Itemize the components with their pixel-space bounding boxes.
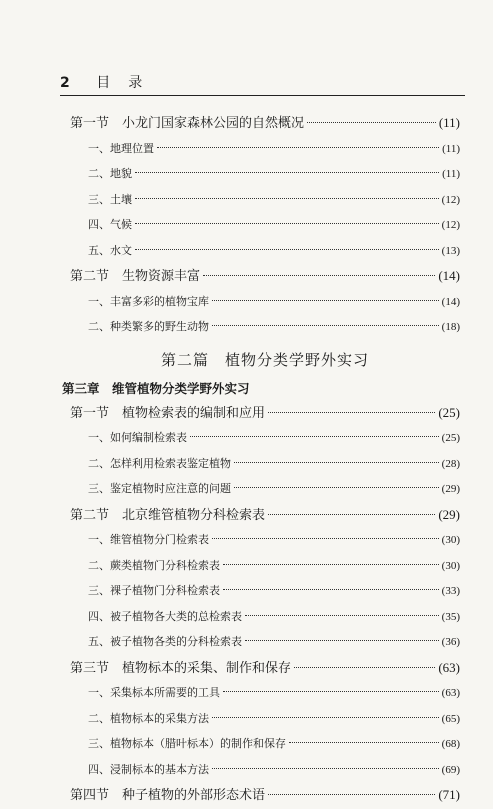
toc-item-entry <box>70 604 460 630</box>
toc-entry-title: 四、被子植物各大类的总检索表 <box>88 609 242 623</box>
dot-leader <box>289 742 439 743</box>
toc-entry-page: (65) <box>441 712 460 725</box>
toc-entry-page: (25) <box>438 404 460 420</box>
toc-item-entry <box>70 314 460 340</box>
toc-block-1 <box>70 110 460 340</box>
toc-entry-page: (13) <box>441 244 460 257</box>
toc-section-entry <box>70 400 460 426</box>
toc-entry-page: (18) <box>441 321 460 333</box>
toc-entry-page: (25) <box>441 432 460 444</box>
toc-entry-title: 第一节 植物检索表的编制和应用 <box>70 405 266 421</box>
toc-item-entry <box>70 476 460 502</box>
toc-entry-title: 三、土壤 <box>88 192 132 206</box>
toc-item-entry <box>70 553 460 579</box>
toc-item-entry <box>70 578 460 604</box>
dot-leader <box>212 768 439 769</box>
toc-entry-page: (29) <box>438 506 460 522</box>
part-title: 第二篇 植物分类学野外实习 <box>160 350 369 369</box>
header-rule <box>60 95 465 96</box>
toc-entry-page: (11) <box>442 168 460 180</box>
dot-leader <box>135 172 439 173</box>
toc-entry-title: 二、种类繁多的野生动物 <box>88 320 209 333</box>
toc-item-entry <box>70 289 460 315</box>
toc-entry-title: 第三节 植物标本的采集、制作和保存 <box>70 660 292 676</box>
toc-entry-title: 一、如何编制检索表 <box>88 431 187 444</box>
toc-entry-title: 第一节 小龙门国家森林公园的自然概况 <box>70 116 305 131</box>
toc-entry-title: 二、地貌 <box>88 167 132 180</box>
toc-item-entry <box>70 629 460 655</box>
toc-entry-page: (33) <box>441 585 460 597</box>
dot-leader <box>268 794 435 795</box>
toc-entry-page: (36) <box>441 636 460 648</box>
toc-entry-title: 三、裸子植物门分科检索表 <box>88 584 220 597</box>
toc-block-2 <box>70 400 460 808</box>
toc-entry-title: 二、怎样利用检索表鉴定植物 <box>88 456 231 470</box>
toc-entry-title: 第四节 种子植物的外部形态术语 <box>70 788 266 803</box>
dot-leader <box>294 667 435 668</box>
toc-item-entry <box>70 451 460 477</box>
toc-entry-title: 三、植物标本（腊叶标本）的制作和保存 <box>88 737 286 750</box>
toc-entry-title: 二、蕨类植物门分科检索表 <box>88 558 220 572</box>
toc-entry-title: 第二节 生物资源丰富 <box>70 269 201 284</box>
chapter-title: 第三章 维管植物分类学野外实习 <box>62 380 250 396</box>
toc-entry-page: (63) <box>441 687 460 699</box>
dot-leader <box>135 249 439 250</box>
table-of-contents <box>62 110 460 808</box>
toc-entry-title: 三、鉴定植物时应注意的问题 <box>88 482 231 495</box>
page-number: 2 <box>60 75 72 91</box>
toc-section-entry <box>70 263 460 289</box>
running-header <box>60 72 450 92</box>
toc-item-entry <box>70 706 460 732</box>
toc-entry-title: 四、气候 <box>88 218 132 231</box>
dot-leader <box>223 589 439 590</box>
dot-leader <box>212 325 439 326</box>
toc-section-entry <box>70 502 460 528</box>
toc-entry-page: (11) <box>442 142 460 155</box>
dot-leader <box>135 223 439 224</box>
toc-section-entry <box>70 110 460 136</box>
toc-item-entry <box>70 212 460 238</box>
dot-leader <box>212 300 439 301</box>
dot-leader <box>135 198 439 199</box>
dot-leader <box>268 514 435 515</box>
toc-item-entry <box>70 238 460 264</box>
toc-entry-page: (11) <box>438 115 460 130</box>
toc-entry-page: (28) <box>441 457 460 470</box>
toc-entry-title: 五、水文 <box>88 243 132 257</box>
toc-entry-page: (30) <box>441 534 460 546</box>
toc-entry-title: 一、地理位置 <box>88 141 154 155</box>
toc-item-entry <box>70 680 460 706</box>
toc-section-entry <box>70 782 460 808</box>
toc-section-entry <box>70 655 460 681</box>
toc-item-entry <box>70 136 460 162</box>
toc-entry-page: (14) <box>438 268 460 283</box>
toc-entry-page: (12) <box>441 219 460 231</box>
toc-entry-page: (12) <box>441 193 460 206</box>
toc-item-entry <box>70 161 460 187</box>
toc-entry-page: (35) <box>441 610 460 623</box>
toc-entry-page: (69) <box>441 763 460 776</box>
dot-leader <box>203 275 435 276</box>
dot-leader <box>223 691 439 692</box>
toc-entry-page: (68) <box>441 738 460 750</box>
toc-entry-title: 第二节 北京维管植物分科检索表 <box>70 507 266 523</box>
toc-item-entry <box>70 731 460 757</box>
dot-leader <box>212 538 439 539</box>
toc-entry-page: (30) <box>441 559 460 572</box>
dot-leader <box>157 147 439 148</box>
dot-leader <box>223 564 439 565</box>
toc-entry-page: (29) <box>441 483 460 495</box>
toc-entry-title: 五、被子植物各类的分科检索表 <box>88 635 242 648</box>
toc-entry-page: (63) <box>438 659 460 675</box>
dot-leader <box>190 436 439 437</box>
dot-leader <box>307 122 436 123</box>
toc-entry-title: 一、维管植物分门检索表 <box>88 533 209 546</box>
dot-leader <box>234 462 439 463</box>
toc-item-entry <box>70 425 460 451</box>
dot-leader <box>245 615 439 616</box>
dot-leader <box>234 487 439 488</box>
dot-leader <box>245 640 439 641</box>
toc-entry-page: (71) <box>438 787 460 802</box>
toc-entry-page: (14) <box>441 295 460 308</box>
toc-item-entry <box>70 757 460 783</box>
toc-entry-title: 一、采集标本所需要的工具 <box>88 686 220 699</box>
toc-entry-title: 二、植物标本的采集方法 <box>88 711 209 725</box>
toc-item-entry <box>70 527 460 553</box>
dot-leader <box>268 412 435 413</box>
toc-entry-title: 四、浸制标本的基本方法 <box>88 762 209 776</box>
toc-item-entry <box>70 187 460 213</box>
dot-leader <box>212 717 439 718</box>
header-title: 目 录 <box>96 75 145 91</box>
toc-entry-title: 一、丰富多彩的植物宝库 <box>88 294 209 308</box>
